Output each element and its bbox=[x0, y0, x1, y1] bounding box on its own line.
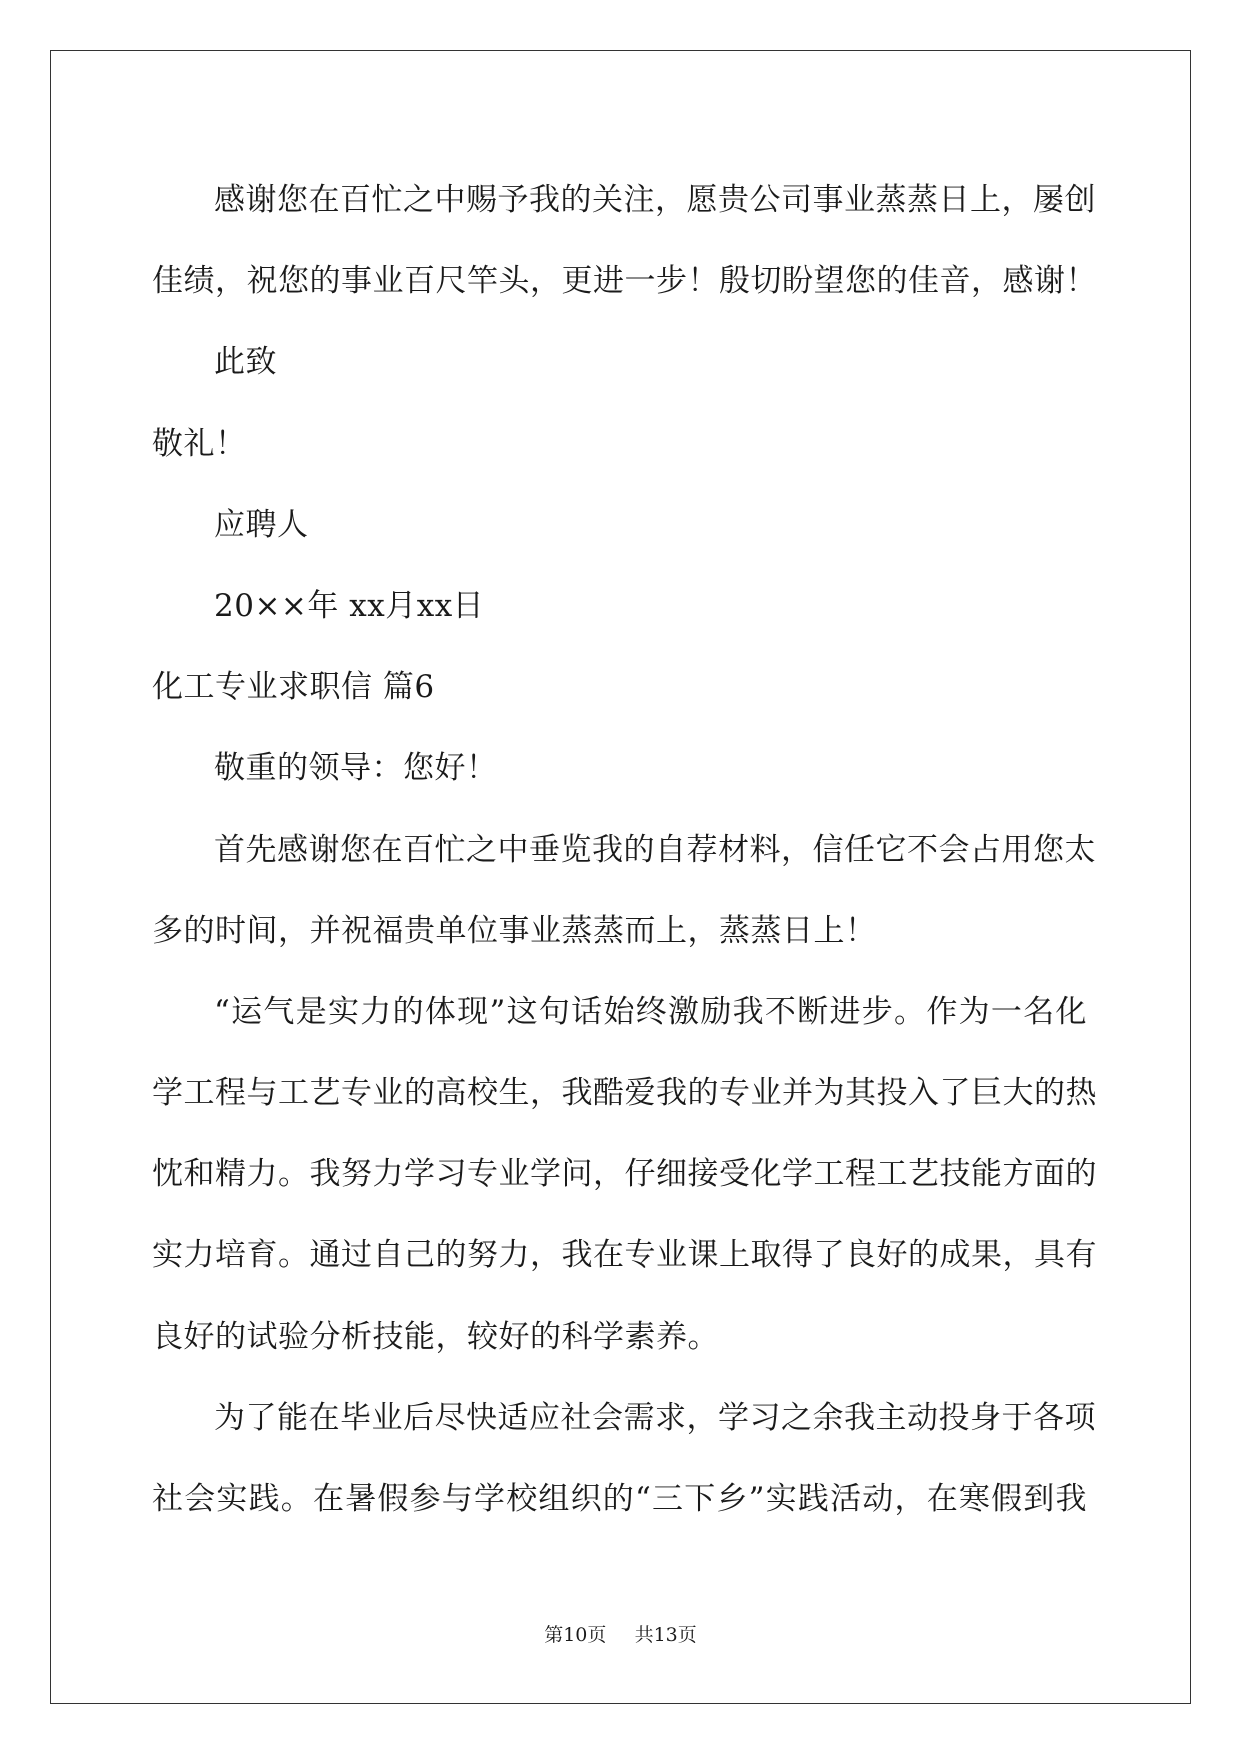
greeting-line: 敬重的领导：您好！ bbox=[214, 750, 498, 787]
closing-salutation: 此致 bbox=[214, 344, 277, 381]
signature-date: 20××年 xx月xx日 bbox=[214, 587, 485, 624]
paragraph-line: 实力培育。通过自己的努力，我在专业课上取得了良好的成果，具有 bbox=[152, 1237, 1097, 1274]
document-body bbox=[152, 160, 1097, 1540]
signature-applicant: 应聘人 bbox=[214, 506, 309, 543]
section-heading: 化工专业求职信 篇6 bbox=[152, 669, 435, 706]
paragraph-line: 学工程与工艺专业的高校生，我酷爱我的专业并为其投入了巨大的热 bbox=[152, 1075, 1097, 1112]
page-footer bbox=[0, 1620, 1241, 1647]
page-total: 共13页 bbox=[634, 1624, 697, 1646]
paragraph-line: 佳绩，祝您的事业百尺竿头，更进一步！殷切盼望您的佳音，感谢！ bbox=[152, 263, 1097, 300]
paragraph-line: 忱和精力。我努力学习专业学问，仔细接受化学工程工艺技能方面的 bbox=[152, 1156, 1097, 1193]
paragraph-line: 首先感谢您在百忙之中垂览我的自荐材料，信任它不会占用您太 bbox=[214, 831, 1096, 868]
paragraph-line: 为了能在毕业后尽快适应社会需求，学习之余我主动投身于各项 bbox=[214, 1399, 1096, 1436]
paragraph-line: 良好的试验分析技能，较好的科学素养。 bbox=[152, 1318, 719, 1355]
paragraph-line: “运气是实力的体现”这句话始终激励我不断进步。作为一名化 bbox=[214, 993, 1087, 1030]
paragraph-line: 感谢您在百忙之中赐予我的关注，愿贵公司事业蒸蒸日上，屡创 bbox=[214, 182, 1096, 218]
closing-regards: 敬礼！ bbox=[152, 425, 247, 462]
page-number: 第10页 bbox=[544, 1624, 607, 1646]
paragraph-line: 多的时间，并祝福贵单位事业蒸蒸而上，蒸蒸日上！ bbox=[152, 912, 877, 949]
paragraph-line: 社会实践。在暑假参与学校组织的“三下乡”实践活动，在寒假到我 bbox=[152, 1481, 1087, 1517]
